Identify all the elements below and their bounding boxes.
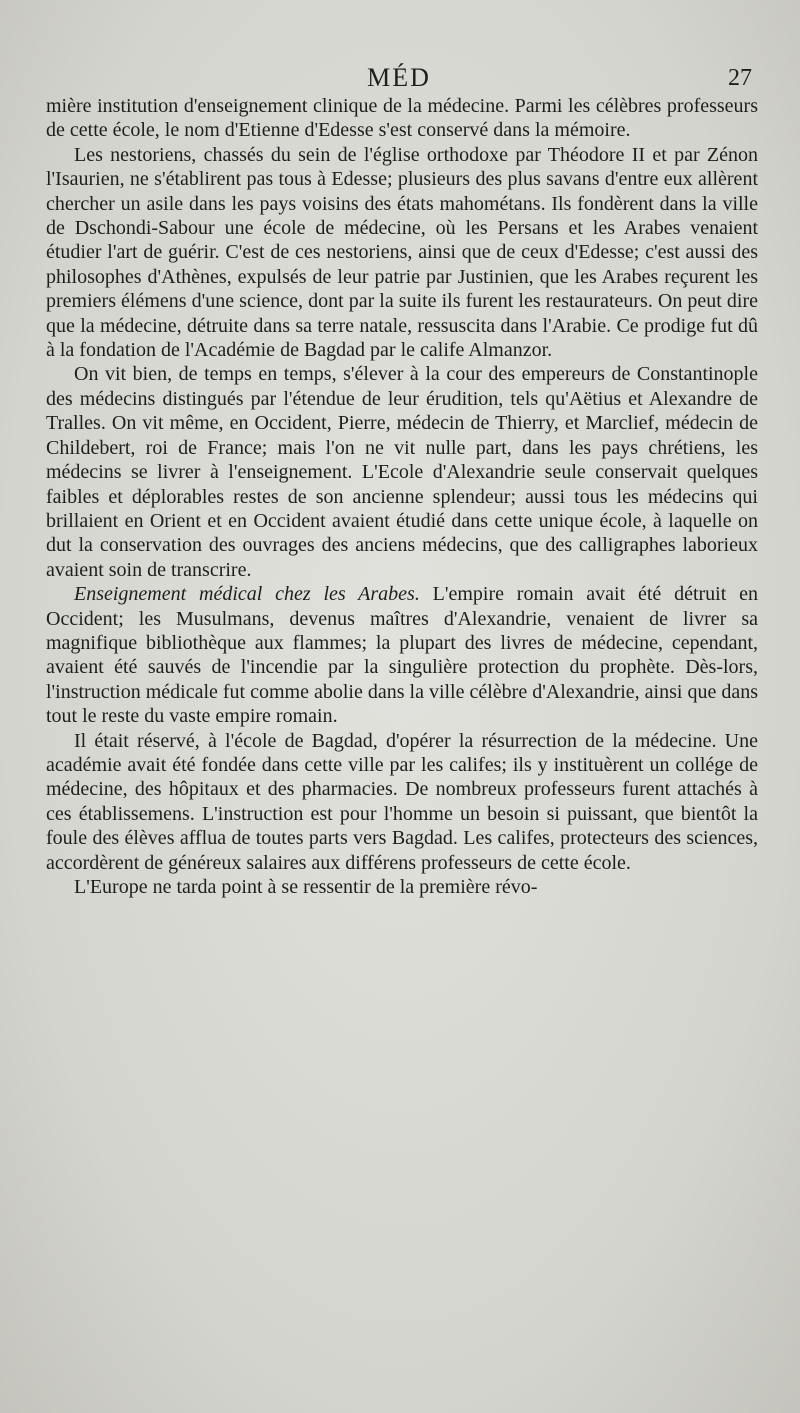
paragraph-body: L'empire romain avait été détruit en Occident; les Musulmans, devenus maîtres d'Alexandrie, venaient de livrer sa magnifique bibliothèque aux flammes; la plupart des livres de médecine, cependant, avaient été sauvés de l'incendie par la singulière protection du prophète. Dès-lors, l'instruction médicale fut comme abolie dans la ville célèbre d'Alexandrie, ainsi que dans tout le reste du vaste empire romain. [46, 583, 758, 728]
paragraph: On vit bien, de temps en temps, s'élever à la cour des empereurs de Constantinople des médecins distingués par l'étendue de leur érudition, tels qu'Aëtius et Alexandre de Tralles. On vit même, en Occident, Pierre, médecin de Thierry, et Marclief, médecin de Childebert, roi de France; mais l'on ne vit nulle part, dans les pays chrétiens, les médecins se livrer à l'enseignement. L'Ecole d'Alexandrie seule conservait quelques faibles et déplorables restes de son ancienne splendeur; aussi tous les médecins qui brillaient en Orient et en Occident avaient étudié dans cette unique école, à laquelle on dut la conservation des ouvrages des anciens médecins, que des calligraphes laborieux avaient soin de transcrire. [46, 363, 758, 581]
paragraph: L'Europe ne tarda point à se ressentir de la première révo- [74, 876, 538, 898]
paragraph [46, 582, 758, 728]
page-header [46, 58, 752, 98]
page-number: 27 [728, 65, 752, 91]
paragraph: Il était réservé, à l'école de Bagdad, d'opérer la résurrection de la médecine. Une académie avait été fondée dans cette ville par les califes; ils y instituèrent un collége de médecine, des hôpitaux et des pharmacies. De nombreux professeurs furent attachés à ces établissemens. L'instruction est pour l'homme un besoin si puissant, que bientôt la foule des élèves afflua de toutes parts vers Bagdad. Les califes, protecteurs des sciences, accordèrent de généreux salaires aux différens professeurs de cette école. [46, 729, 758, 874]
paragraph: Les nestoriens, chassés du sein de l'église orthodoxe par Théodore II et par Zénon l'Isaurien, ne s'établirent pas tous à Edesse; plusieurs des plus savans d'entre eux allèrent chercher un asile dans les pays voisins des états mahométans. Ils fondèrent dans la ville de Dschondi-Sabour une école de médecine, où les Persans et les Arabes venaient étudier l'art de guérir. C'est de ces nestoriens, ainsi que de ceux d'Edesse; c'est aussi des philosophes d'Athènes, expulsés de leur patrie par Justinien, que les Arabes reçurent les premiers élémens d'une science, dont par la suite ils furent les restaurateurs. On peut dire que la médecine, détruite dans sa terre natale, ressuscita dans l'Arabie. Ce prodige fut dû à la fondation de l'Académie de Bagdad par le calife Almanzor. [46, 143, 758, 362]
paragraph: mière institution d'enseignement clinique de la médecine. Parmi les célèbres professeurs de cette école, le nom d'Etienne d'Edesse s'est conservé dans la mémoire. [46, 95, 758, 142]
running-head: MÉD [367, 63, 431, 92]
body-text [46, 94, 758, 899]
section-heading: Enseignement médical chez les Arabes. [74, 583, 420, 606]
